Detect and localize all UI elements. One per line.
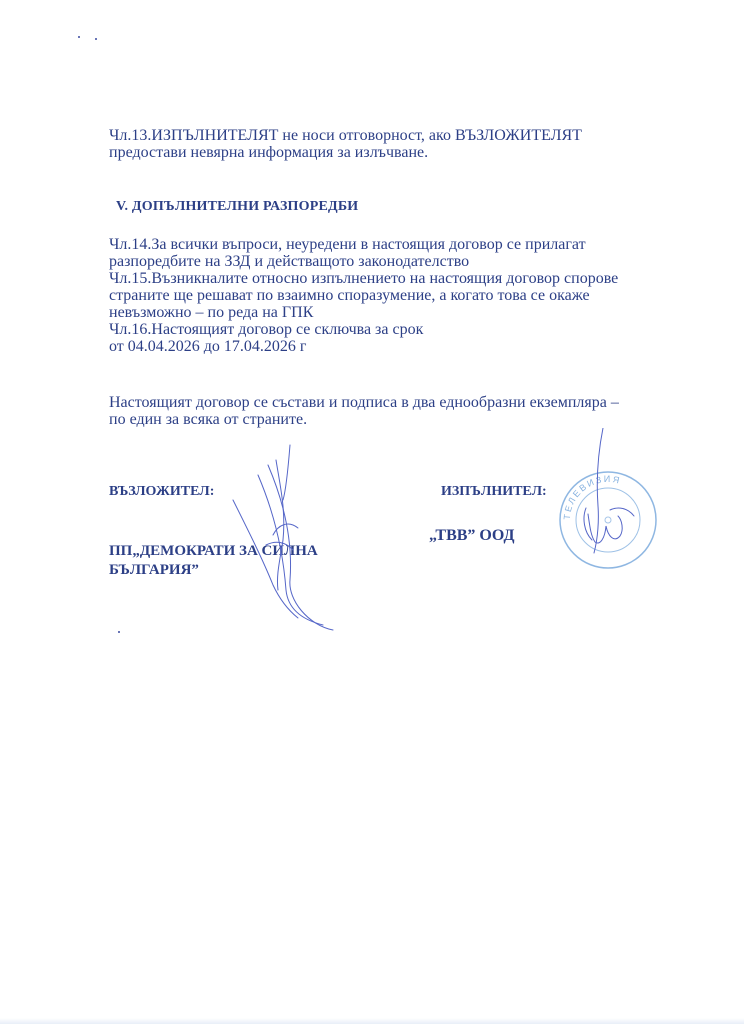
article-13-line: предостави невярна информация за излъчване. [109, 144, 429, 161]
closing-line: Настоящият договор се състави и подписа в два еднообразни екземпляра – [109, 394, 619, 411]
contractor-label: ИЗПЪЛНИТЕЛ: [441, 484, 547, 499]
closing-line: по един за всяка от страните. [109, 411, 308, 428]
scan-speck [95, 38, 97, 40]
section-heading: V. ДОПЪЛНИТЕЛНИ РАЗПОРЕДБИ [116, 199, 359, 214]
articles-14-16 [109, 236, 689, 355]
article-13 [109, 127, 689, 161]
article-line: Чл.15.Възникналите относно изпълнението на настоящия договор спорове [109, 270, 619, 287]
scan-speck [78, 36, 80, 38]
scan-edge [0, 1018, 744, 1024]
company-stamp [548, 428, 668, 588]
client-name-line: ПП„ДЕМОКРАТИ ЗА СИЛНА [109, 543, 318, 559]
client-signature [228, 440, 348, 640]
contractor-name: „ТВВ” ООД [429, 527, 515, 544]
client-name-line: БЪЛГАРИЯ” [109, 562, 199, 578]
scan-speck [118, 631, 120, 633]
article-line: Чл.14.За всички въпроси, неуредени в настоящия договор се прилагат [109, 236, 586, 253]
article-line: невъзможно – по реда на ГПК [109, 304, 314, 321]
article-13-line: Чл.13.ИЗПЪЛНИТЕЛЯТ не носи отговорност, ако ВЪЗЛОЖИТЕЛЯТ [109, 127, 582, 144]
client-label: ВЪЗЛОЖИТЕЛ: [109, 484, 215, 499]
article-line: разпоредбите на ЗЗД и действащото законодателство [109, 253, 470, 270]
closing-paragraph [109, 394, 689, 428]
stamp-text: ТЕЛЕВИЗИЯ [561, 474, 623, 521]
article-line: страните ще решават по взаимно споразумение, а когато това се окаже [109, 287, 590, 304]
article-line: Чл.16.Настоящият договор се сключва за срок [109, 321, 424, 338]
article-line: от 04.04.2026 до 17.04.2026 г [109, 338, 307, 355]
